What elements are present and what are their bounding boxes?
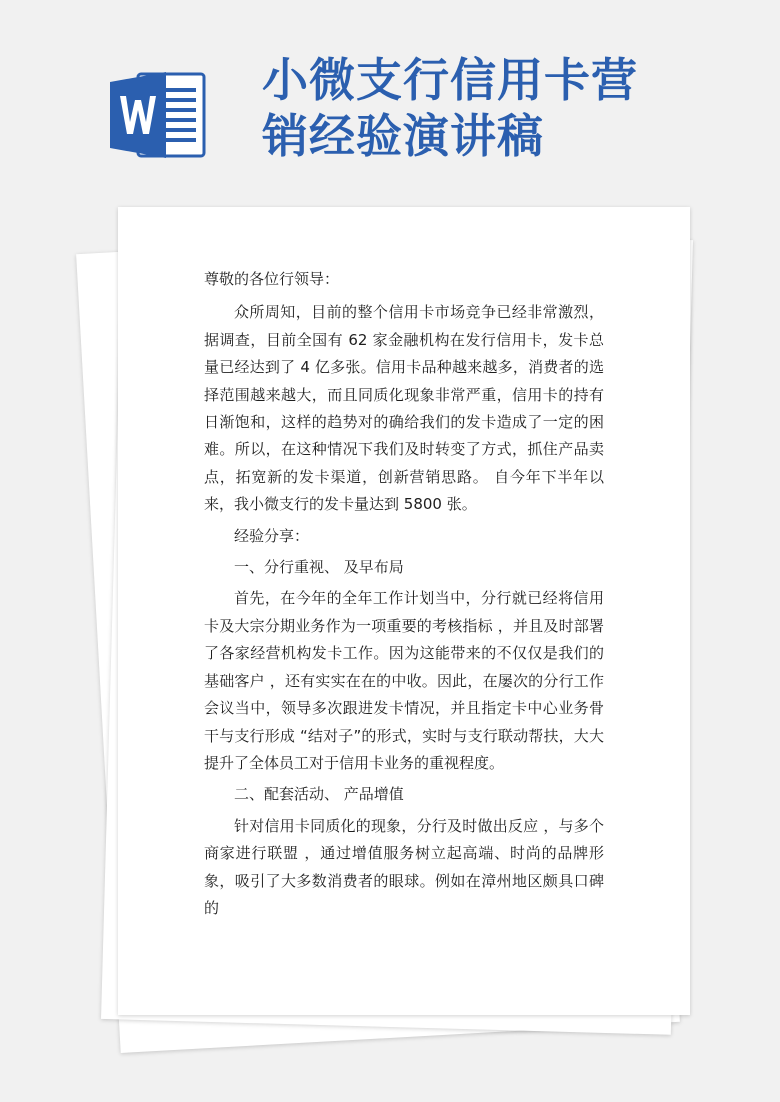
title-line-2: 销经验演讲稿 <box>262 109 544 163</box>
section-label: 经验分享： <box>234 526 310 545</box>
greeting: 尊敬的各位行领导： <box>204 270 340 288</box>
title-line-1: 小微支行信用卡营 <box>262 53 638 107</box>
document-body <box>204 266 604 926</box>
section-heading: 二、配套活动、 产品增值 <box>234 785 404 804</box>
paragraph: 众所周知，目前的整个信用卡市场竞争已经非常激烈，据调查，目前全国有 62 家金融机构在发行信用卡，发卡总量已经达到了 4 亿多张。信用卡品种越来越多，消费者的选择范围越来越大，而且同质化现象非常严重，信用卡的持有日渐饱和，这样的趋势对的确给我们的发卡造成了一定的困难。所以，在这种情况下我们及时转变了方式，抓住产品卖点，拓宽新的发卡渠道，创新营销思路。 自今年下半年以来，我小微支行的发卡量达到 5800 张。 <box>204 303 604 514</box>
section-heading: 一、分行重视、 及早布局 <box>234 558 404 577</box>
paragraph: 针对信用卡同质化的现象，分行及时做出反应 ，与多个商家进行联盟 ，通过增值服务树立起高端、时尚的品牌形象，吸引了大多数消费者的眼球。例如在漳州地区颇具口碑的 <box>204 816 604 917</box>
word-document-icon <box>108 70 208 160</box>
paragraph: 首先，在今年的全年工作计划当中，分行就已经将信用卡及大宗分期业务作为一项重要的考核指标 ，并且及时部署了各家经营机构发卡工作。因为这能带来的不仅仅是我们的基础客户 ，还有实实在在的中收。因此，在屡次的分行工作会议当中，领导多次跟进发卡情况，并且指定卡中心业务骨干与支行形成 “结对子”的形式，实时与支行联动帮扶，大大提升了全体员工对于信用卡业务的重视程度。 <box>204 589 604 772</box>
header <box>0 0 780 200</box>
page-title <box>262 52 762 164</box>
